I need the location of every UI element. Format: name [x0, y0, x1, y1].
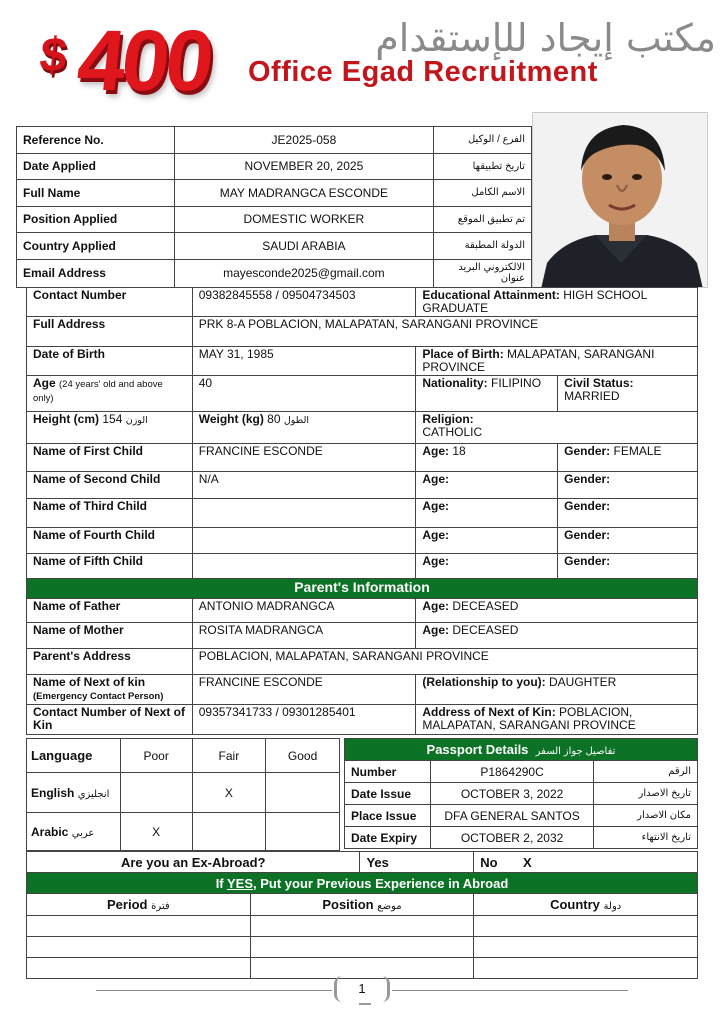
dob-value: MAY 31, 1985: [192, 347, 416, 376]
child-gender-cell: [558, 499, 698, 528]
kin-address-cell: [416, 705, 698, 735]
table-row: [27, 347, 698, 376]
experience-empty-row: [27, 916, 698, 937]
table-row: [17, 233, 532, 260]
child-label: Name of Third Child: [27, 499, 193, 528]
next-of-kin-label: Name of Next of kin: [33, 675, 146, 689]
field-label: Country Applied: [17, 233, 175, 260]
weight-value: 80: [267, 412, 281, 426]
table-row: [345, 827, 698, 849]
passport-field-label: Date Expiry: [345, 827, 431, 849]
country-column-header: [474, 894, 698, 916]
child-age-label: Age:: [422, 528, 450, 542]
ex-abroad-no-mark: X: [522, 854, 532, 870]
relationship-label: (Relationship to you):: [422, 675, 546, 689]
mother-label: Name of Mother: [27, 623, 193, 649]
table-row: [27, 376, 698, 412]
civil-status-label: Civil Status:: [564, 376, 634, 390]
field-label-arabic: الدولة المطبقة: [434, 233, 532, 260]
child-age-cell: [416, 499, 558, 528]
language-name-arabic: انجليزي: [77, 788, 110, 800]
instruction-yes: YES: [227, 875, 254, 891]
logo-dollar-sign: $: [37, 29, 70, 82]
ex-abroad-no-label: No: [480, 854, 498, 870]
child-label: Name of Fourth Child: [27, 528, 193, 554]
footer-divider-left: [96, 990, 332, 991]
column-label-arabic: موضع: [377, 901, 402, 912]
table-row: [27, 599, 698, 623]
parents-address-value: POBLACION, MALAPATAN, SARANGANI PROVINCE: [192, 649, 697, 675]
mother-age-label: Age:: [422, 623, 450, 637]
mother-age-cell: [416, 623, 698, 649]
child-age-label: Age:: [422, 499, 450, 513]
child-gender-value: FEMALE: [613, 444, 662, 458]
table-row: [27, 649, 698, 675]
empty-cell: [27, 916, 251, 937]
contact-number-value: 09382845558 / 09504734503: [192, 288, 416, 317]
field-value: JE2025-058: [174, 127, 434, 154]
empty-cell: [27, 937, 251, 958]
experience-empty-row: [27, 937, 698, 958]
table-row: [17, 153, 532, 180]
next-of-kin-value: FRANCINE ESCONDE: [192, 675, 416, 705]
empty-cell: [250, 937, 474, 958]
column-label-arabic: فترة: [151, 901, 170, 912]
weight-cell: [192, 412, 416, 444]
father-age-value: DECEASED: [452, 599, 519, 613]
civil-status-cell: [558, 376, 698, 412]
language-mark-good: [266, 813, 340, 851]
child-age-label: Age:: [422, 472, 450, 486]
table-row: [345, 805, 698, 827]
table-row: [27, 499, 698, 528]
age-value: 40: [192, 376, 416, 412]
footer-divider-right: [392, 990, 628, 991]
field-label: Reference No.: [17, 127, 175, 154]
table-row: [27, 317, 698, 347]
table-row: [27, 813, 340, 851]
language-table: [26, 738, 340, 851]
relationship-cell: [416, 675, 698, 705]
field-value: DOMESTIC WORKER: [174, 206, 434, 233]
education-value: HIGH SCHOOL GRADUATE: [422, 288, 647, 315]
child-age-cell: [416, 528, 558, 554]
full-address-value: PRK 8-A POBLACION, MALAPATAN, SARANGANI PROVINCE: [192, 317, 697, 347]
table-row: [27, 528, 698, 554]
kin-address-value: POBLACION, MALAPATAN, SARANGANI PROVINCE: [422, 705, 636, 732]
empty-cell: [27, 958, 251, 979]
father-value: ANTONIO MADRANGCA: [192, 599, 416, 623]
passport-title: Passport Details: [426, 742, 529, 757]
child-gender-label: Gender:: [564, 499, 611, 513]
parents-address-label: Parent's Address: [27, 649, 193, 675]
religion-value: CATHOLIC: [422, 425, 483, 439]
table-row: [27, 773, 340, 813]
logo-400-badge: [36, 13, 220, 109]
column-label: Period: [107, 897, 148, 912]
field-label-arabic: الفرع / الوكيل: [434, 127, 532, 154]
field-label: Date Applied: [17, 153, 175, 180]
passport-field-arabic: تاريخ الاصدار: [594, 783, 698, 805]
passport-field-arabic: تاريخ الانتهاء: [594, 827, 698, 849]
education-label: Educational Attainment:: [422, 288, 560, 302]
table-row: [27, 554, 698, 579]
applicant-photo: [532, 112, 708, 288]
field-value: SAUDI ARABIA: [174, 233, 434, 260]
education-cell: [416, 288, 698, 317]
father-label: Name of Father: [27, 599, 193, 623]
child-gender-label: Gender:: [564, 554, 611, 568]
child-gender-label: Gender:: [564, 472, 611, 486]
passport-table: [344, 738, 698, 849]
table-row: [27, 472, 698, 499]
child-age-cell: [416, 472, 558, 499]
empty-cell: [474, 916, 698, 937]
column-label: Position: [322, 897, 374, 912]
language-mark-fair: X: [192, 773, 266, 813]
passport-field-arabic: الرقم: [594, 761, 698, 783]
section-header-row: [27, 579, 698, 599]
full-address-label: Full Address: [27, 317, 193, 347]
position-column-header: [250, 894, 474, 916]
column-label-arabic: دولة: [603, 901, 622, 912]
nationality-cell: [416, 376, 558, 412]
child-name: [192, 528, 416, 554]
child-gender-label: Gender:: [564, 444, 611, 458]
empty-cell: [474, 937, 698, 958]
language-name: Arabic: [31, 824, 69, 839]
page-number: 1: [334, 976, 390, 1002]
religion-cell: [416, 412, 698, 444]
table-row: [27, 623, 698, 649]
empty-cell: [250, 916, 474, 937]
experience-instruction-row: [27, 873, 698, 894]
child-label: Name of Fifth Child: [27, 554, 193, 579]
parents-section-title: Parent's Information: [27, 579, 698, 599]
language-name: English: [31, 785, 75, 800]
level-fair-header: Fair: [192, 739, 266, 773]
ex-abroad-no-cell: [474, 852, 698, 873]
father-age-label: Age:: [422, 599, 450, 613]
passport-title-cell: [345, 739, 698, 761]
ex-abroad-question: Are you an Ex-Abroad?: [27, 852, 360, 873]
passport-field-label: Date Issue: [345, 783, 431, 805]
passport-header-row: [345, 739, 698, 761]
field-label-arabic: الاسم الكامل: [434, 180, 532, 207]
table-row: [345, 783, 698, 805]
child-gender-cell: [558, 472, 698, 499]
logo-amount: 400: [73, 13, 215, 109]
language-mark-good: [266, 773, 340, 813]
next-of-kin-note: (Emergency Contact Person): [33, 691, 164, 702]
table-row: [27, 675, 698, 705]
field-label-arabic: الالكتروني البريد عنوان: [434, 259, 532, 287]
table-row: [27, 412, 698, 444]
level-good-header: Good: [266, 739, 340, 773]
ex-abroad-yes-label: Yes: [366, 854, 389, 870]
child-age-cell: [416, 444, 558, 472]
experience-column-headers: [27, 894, 698, 916]
brand-english-title: Office Egad Recruitment: [248, 56, 598, 88]
language-name-arabic: عربي: [71, 827, 95, 839]
child-age-value: 18: [452, 444, 466, 458]
period-column-header: [27, 894, 251, 916]
religion-label: Religion:: [422, 412, 474, 426]
passport-field-arabic: مكان الاصدار: [594, 805, 698, 827]
kin-contact-value: 09357341733 / 09301285401: [192, 705, 416, 735]
pob-value: MALAPATAN, SARANGANI PROVINCE: [422, 347, 655, 374]
table-row: [27, 705, 698, 735]
passport-field-label: Number: [345, 761, 431, 783]
field-value: MAY MADRANGCA ESCONDE: [174, 180, 434, 207]
language-name-cell: [27, 773, 121, 813]
dob-label: Date of Birth: [27, 347, 193, 376]
language-name-cell: [27, 813, 121, 851]
applicant-summary-table: [16, 126, 532, 288]
language-mark-fair: [192, 813, 266, 851]
civil-status-value: MARRIED: [564, 389, 620, 403]
kin-address-label: Address of Next of Kin:: [422, 705, 556, 719]
passport-field-value: DFA GENERAL SANTOS: [430, 805, 594, 827]
child-age-cell: [416, 554, 558, 579]
kin-contact-label: Contact Number of Next of Kin: [27, 705, 193, 735]
height-value: 154: [102, 412, 123, 426]
field-label-arabic: تاريخ تطبيقها: [434, 153, 532, 180]
passport-field-value: OCTOBER 3, 2022: [430, 783, 594, 805]
applicant-portrait-icon: [533, 113, 708, 288]
age-note: (24 years' old and above only): [33, 379, 163, 404]
instruction-suffix: , Put your Previous Experience in Abroad: [253, 875, 509, 891]
level-poor-header: Poor: [120, 739, 192, 773]
child-gender-cell: [558, 444, 698, 472]
table-row: [27, 444, 698, 472]
personal-details-table: [26, 287, 698, 735]
table-row: [17, 180, 532, 207]
height-label-arabic: الوزن: [125, 415, 148, 426]
child-name: FRANCINE ESCONDE: [192, 444, 416, 472]
table-row: [27, 288, 698, 317]
age-label: Age: [33, 376, 56, 390]
next-of-kin-label-cell: [27, 675, 193, 705]
relationship-value: DAUGHTER: [549, 675, 617, 689]
child-age-label: Age:: [422, 444, 450, 458]
child-name: [192, 499, 416, 528]
mother-age-value: DECEASED: [452, 623, 519, 637]
child-name: N/A: [192, 472, 416, 499]
height-cell: [27, 412, 193, 444]
experience-instruction: [27, 873, 698, 894]
language-header: Language: [27, 739, 121, 773]
column-label: Country: [550, 897, 600, 912]
weight-label-arabic: الطول: [283, 415, 310, 426]
field-label: Full Name: [17, 180, 175, 207]
language-mark-poor: [120, 773, 192, 813]
nationality-label: Nationality:: [422, 376, 488, 390]
brand-arabic-title: مكتب إيجاد للإستقدام: [375, 16, 716, 60]
pob-cell: [416, 347, 698, 376]
passport-title-arabic: تفاصيل جواز السفر: [535, 746, 616, 757]
field-value: NOVEMBER 20, 2025: [174, 153, 434, 180]
child-gender-cell: [558, 554, 698, 579]
field-value: mayesconde2025@gmail.com: [174, 259, 434, 287]
passport-field-label: Place Issue: [345, 805, 431, 827]
field-label: Position Applied: [17, 206, 175, 233]
height-label: Height (cm): [33, 412, 99, 426]
child-age-label: Age:: [422, 554, 450, 568]
table-row: [27, 739, 340, 773]
table-row: [17, 206, 532, 233]
field-label-arabic: تم تطبيق الموقع: [434, 206, 532, 233]
child-label: Name of Second Child: [27, 472, 193, 499]
language-mark-poor: X: [120, 813, 192, 851]
table-row: [345, 761, 698, 783]
pob-label: Place of Birth:: [422, 347, 504, 361]
child-gender-label: Gender:: [564, 528, 611, 542]
table-row: [17, 127, 532, 154]
ex-abroad-yes-cell: [360, 852, 474, 873]
father-age-cell: [416, 599, 698, 623]
ex-abroad-table: [26, 851, 698, 979]
field-label: Email Address: [17, 259, 175, 287]
mother-value: ROSITA MADRANGCA: [192, 623, 416, 649]
age-label-cell: [27, 376, 193, 412]
table-row: [27, 852, 698, 873]
child-gender-cell: [558, 528, 698, 554]
child-name: [192, 554, 416, 579]
child-label: Name of First Child: [27, 444, 193, 472]
nationality-value: FILIPINO: [491, 376, 542, 390]
passport-field-value: P1864290C: [430, 761, 594, 783]
weight-label: Weight (kg): [198, 412, 264, 426]
instruction-prefix: If: [215, 875, 228, 891]
empty-cell: [474, 958, 698, 979]
table-row: [17, 259, 532, 287]
contact-number-label: Contact Number: [27, 288, 193, 317]
passport-field-value: OCTOBER 2, 2032: [430, 827, 594, 849]
